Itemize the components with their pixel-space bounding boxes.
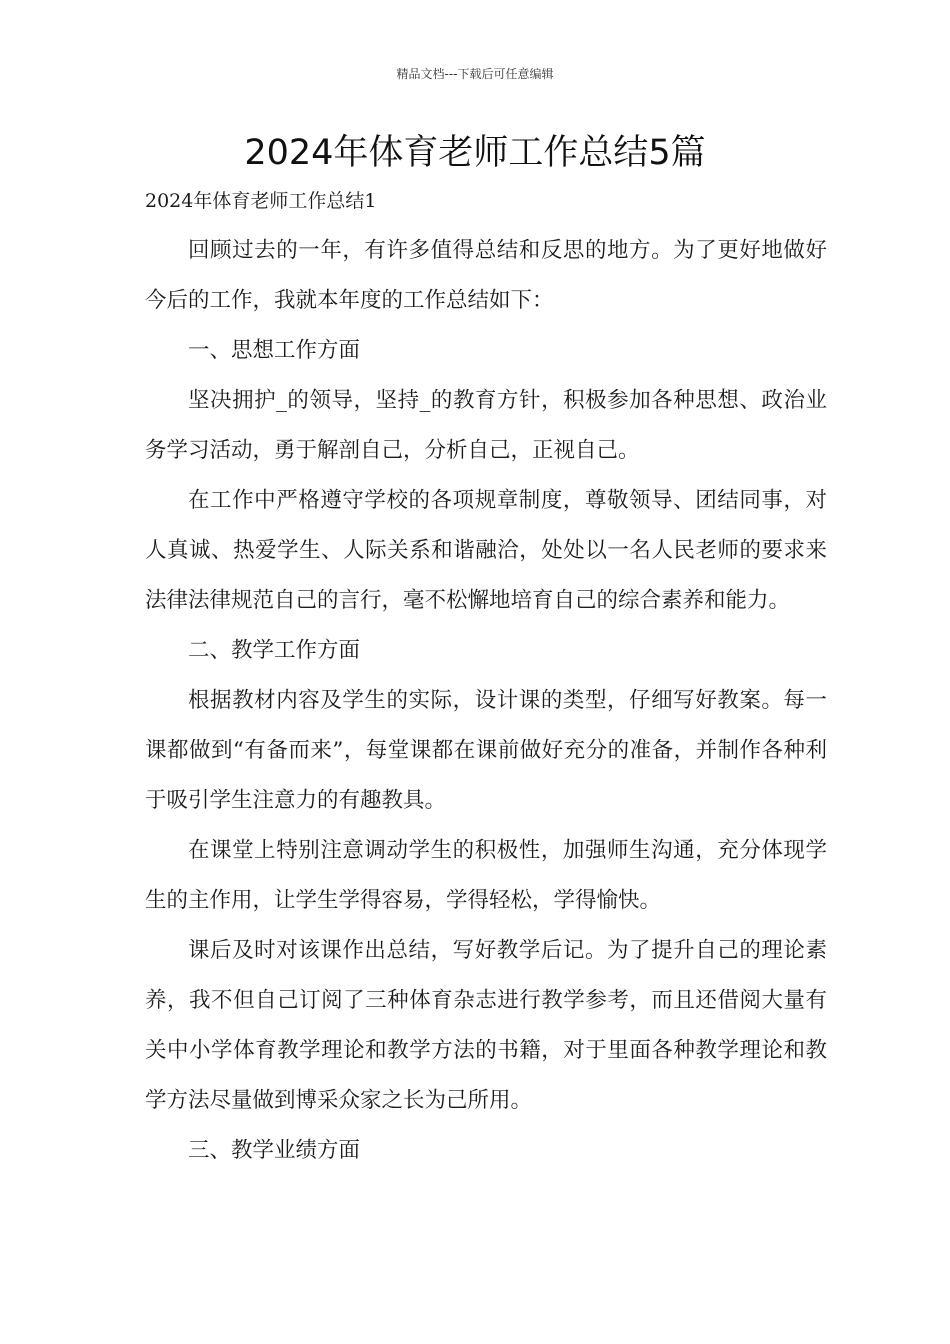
paragraph-teaching-classroom: 在课堂上特别注意调动学生的积极性，加强师生沟通，充分体现学生的主作用，让学生学得容易，学得轻松，学得愉快。	[145, 838, 827, 913]
paragraph-review-intro: 回顾过去的一年，有许多值得总结和反思的地方。为了更好地做好今后的工作，我就本年度的工作总结如下：	[145, 238, 827, 313]
paragraph-ideology-conduct: 在工作中严格遵守学校的各项规章制度，尊敬领导、团结同事，对人真诚、热爱学生、人际关系和谐融洽，处处以一名人民老师的要求来法律法律规范自己的言行，毫不松懈地培育自己的综合素养和能力。	[145, 488, 827, 613]
heading-ideology-work: 一、思想工作方面	[188, 338, 361, 363]
heading-teaching-work: 二、教学工作方面	[188, 638, 361, 663]
page-header: 精品文档---下载后可任意编辑	[396, 67, 554, 81]
section-subtitle: 2024年体育老师工作总结1	[145, 190, 377, 212]
document-body	[145, 226, 827, 1176]
paragraph-teaching-preparation: 根据教材内容及学生的实际，设计课的类型，仔细写好教案。每一课都做到“有备而来”，每堂课都在课前做好充分的准备，并制作各种利于吸引学生注意力的有趣教具。	[145, 688, 827, 813]
document-title: 2024年体育老师工作总结5篇	[244, 133, 706, 173]
paragraph-teaching-reflection: 课后及时对该课作出总结，写好教学后记。为了提升自己的理论素养，我不但自己订阅了三种体育杂志进行教学参考，而且还借阅大量有关中小学体育教学理论和教学方法的书籍，对于里面各种教学理论和教学方法尽量做到博采众家之长为己所用。	[145, 938, 827, 1113]
heading-teaching-results: 三、教学业绩方面	[188, 1138, 361, 1163]
paragraph-ideology-support: 坚决拥护_的领导，坚持_的教育方针，积极参加各种思想、政治业务学习活动，勇于解剖自己，分析自己，正视自己。	[145, 388, 827, 463]
